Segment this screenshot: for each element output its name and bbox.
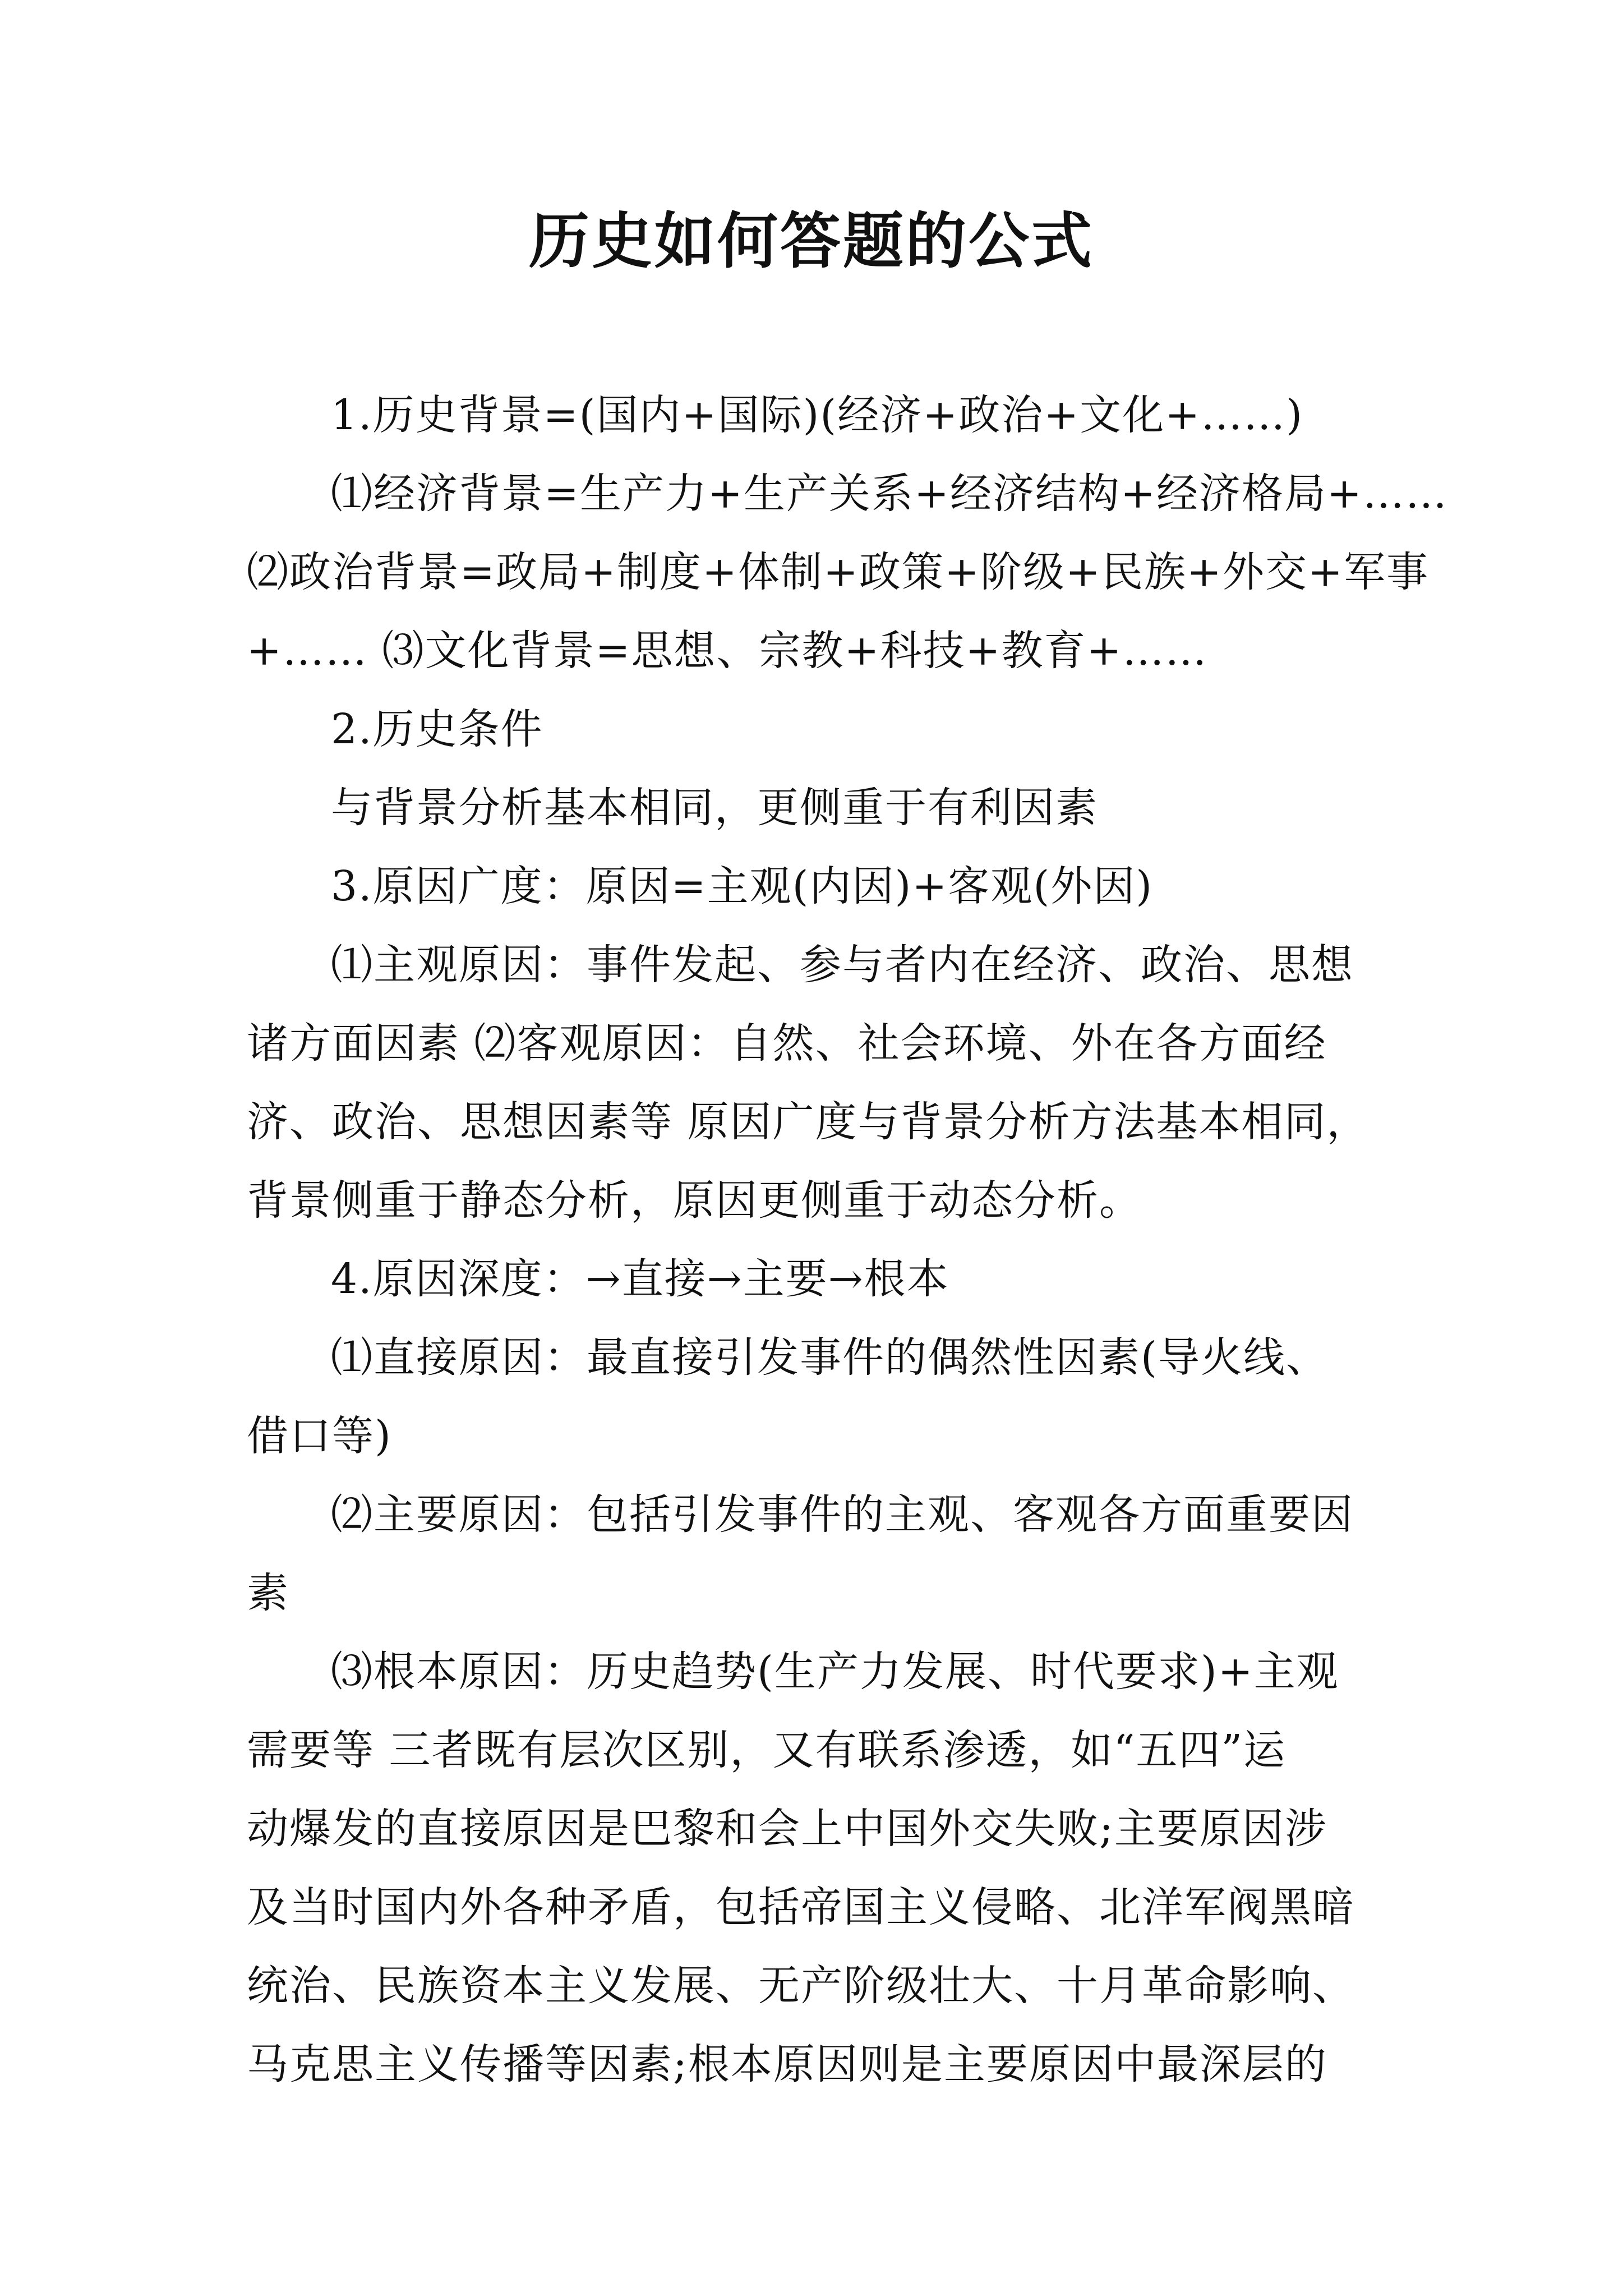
text-line: 动爆发的直接原因是巴黎和会上中国外交失败;主要原因涉 — [247, 1805, 1327, 1853]
text-line: ⑶根本原因：历史趋势(生产力发展、时代要求)+主观 — [331, 1648, 1339, 1696]
text-line: 素 — [247, 1569, 289, 1617]
text-line: 4.原因深度：→直接→主要→根本 — [331, 1255, 949, 1303]
text-line: 与背景分析基本相同，更侧重于有利因素 — [331, 784, 1098, 832]
text-line: ⑴经济背景=生产力+生产关系+经济结构+经济格局+…… — [331, 470, 1449, 518]
text-line: 背景侧重于静态分析，原因更侧重于动态分析。 — [247, 1176, 1142, 1225]
text-line: 济、政治、思想因素等 原因广度与背景分析方法基本相同， — [247, 1098, 1370, 1146]
text-line: ⑵主要原因：包括引发事件的主观、客观各方面重要因 — [331, 1490, 1354, 1539]
text-line: 及当时国内外各种矛盾，包括帝国主义侵略、北洋军阀黑暗 — [247, 1883, 1355, 1931]
text-line: 2.历史条件 — [331, 705, 543, 753]
text-line: 1.历史背景=(国内+国际)(经济+政治+文化+……) — [331, 391, 1304, 439]
text-line: 马克思主义传播等因素;根本原因则是主要原因中最深层的 — [247, 2040, 1327, 2088]
text-line: ⑴主观原因：事件发起、参与者内在经济、政治、思想 — [331, 941, 1354, 989]
text-line: 统治、民族资本主义发展、无产阶级壮大、十月革命影响、 — [247, 1962, 1355, 2010]
text-line: 3.原因广度：原因=主观(内因)+客观(外因) — [331, 862, 1154, 910]
text-line: 需要等 三者既有层次区别，又有联系渗透，如“五四”运 — [247, 1726, 1287, 1774]
text-line: ⑵政治背景=政局+制度+体制+政策+阶级+民族+外交+军事 — [247, 548, 1430, 596]
text-line: ⑴直接原因：最直接引发事件的偶然性因素(导火线、 — [331, 1333, 1329, 1382]
text-line: +…… ⑶文化背景=思想、宗教+科技+教育+…… — [247, 627, 1208, 675]
text-line: 借口等) — [247, 1412, 392, 1460]
text-line: 诸方面因素 ⑵客观原因：自然、社会环境、外在各方面经 — [247, 1019, 1327, 1068]
document-title: 历史如何答题的公式 — [528, 206, 1094, 277]
